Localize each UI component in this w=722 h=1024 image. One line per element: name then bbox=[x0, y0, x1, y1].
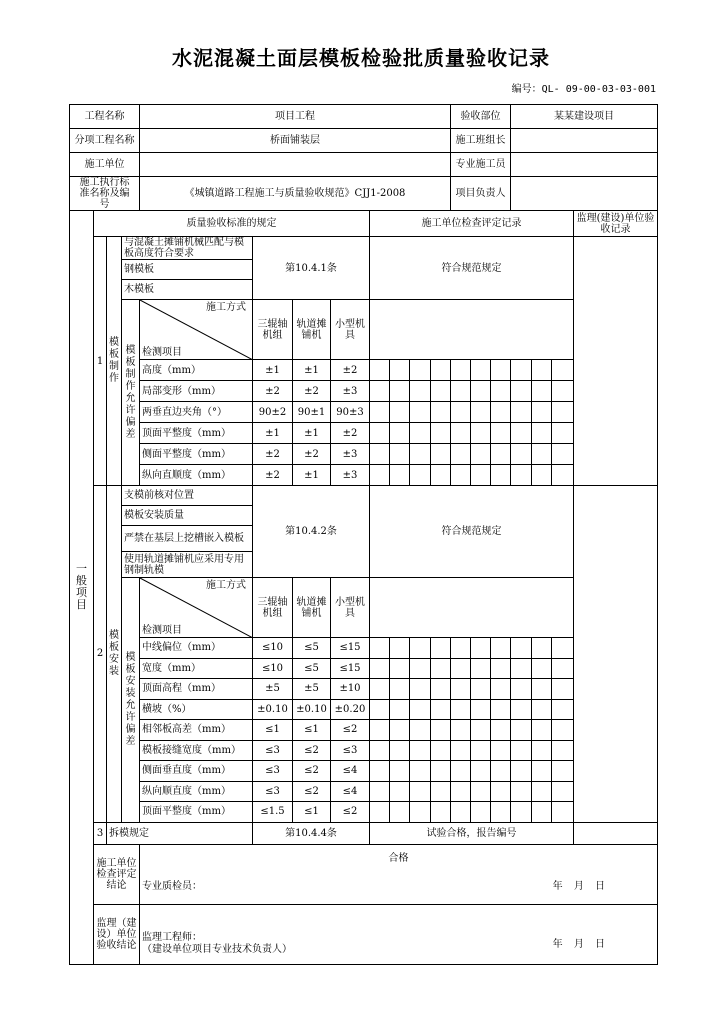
s2-check-cell bbox=[511, 802, 532, 823]
s1-check-cell bbox=[532, 381, 552, 402]
s1-check-cell bbox=[511, 402, 532, 423]
s1-check-cell bbox=[511, 423, 532, 444]
s1-check-cell bbox=[532, 423, 552, 444]
spec-header: 质量验收标准的规定 bbox=[94, 211, 370, 237]
s2-check-cell bbox=[451, 761, 471, 782]
s2-diagonal-header-cell bbox=[140, 578, 253, 638]
s1-check-cell bbox=[410, 381, 431, 402]
s1-check-cell bbox=[511, 444, 532, 465]
s1-check-cell bbox=[532, 402, 552, 423]
s1-check-cell bbox=[471, 465, 491, 486]
s1-check-cell bbox=[491, 402, 511, 423]
s2-check-cell bbox=[491, 638, 511, 659]
s1-number: 1 bbox=[94, 237, 107, 486]
s2-check-cell bbox=[552, 781, 574, 802]
project-name-label: 工程名称 bbox=[70, 105, 140, 129]
s1-check-cell bbox=[410, 423, 431, 444]
contractor-label: 施工单位 bbox=[70, 153, 140, 177]
supervisor-conclusion-cell bbox=[140, 904, 658, 964]
s2-check-cell bbox=[511, 740, 532, 761]
acceptance-part-label: 验收部位 bbox=[451, 105, 511, 129]
project-name-value: 项目工程 bbox=[140, 105, 451, 129]
s1-check-cell bbox=[390, 465, 410, 486]
s2-check-cell bbox=[491, 781, 511, 802]
s1-check-cell bbox=[370, 402, 390, 423]
s1-tolerance-value: ±2 bbox=[253, 444, 293, 465]
s2-check-cell bbox=[390, 699, 410, 720]
s2-tolerance-value: ±5 bbox=[293, 679, 331, 700]
s2-check-cell bbox=[552, 802, 574, 823]
s2-check-cell bbox=[552, 761, 574, 782]
acceptance-part-value: 某某建设项目 bbox=[511, 105, 658, 129]
s3-result: 试验合格，报告编号 bbox=[370, 822, 574, 844]
s1-check-cell bbox=[451, 465, 471, 486]
s2-tolerance-value: ±10 bbox=[331, 679, 370, 700]
s2-tolerance-value: ≤2 bbox=[331, 802, 370, 823]
s2-check-cell bbox=[471, 658, 491, 679]
s1-check-cell bbox=[471, 360, 491, 381]
manager-value bbox=[511, 177, 658, 211]
s2-check-cell bbox=[511, 699, 532, 720]
s1-tolerance-item: 高度（mm） bbox=[140, 360, 253, 381]
s2-check-cell bbox=[370, 761, 390, 782]
s2-sub-label: 模板安装允许偏差 bbox=[122, 578, 140, 823]
s2-tolerance-value: ≤2 bbox=[293, 761, 331, 782]
s1-tolerance-value: ±1 bbox=[293, 423, 331, 444]
s2-check-cell bbox=[532, 802, 552, 823]
s2-check-cell bbox=[471, 761, 491, 782]
s1-sub-label: 模板制作允许偏差 bbox=[122, 300, 140, 486]
supervisor-date: 年 月 日 bbox=[552, 938, 609, 950]
s1-check-cell bbox=[491, 360, 511, 381]
s1-check-cell bbox=[552, 402, 574, 423]
s2-tolerance-value: ±0.10 bbox=[253, 699, 293, 720]
s2-check-cell bbox=[410, 679, 431, 700]
s2-check-cell bbox=[511, 761, 532, 782]
s2-check-cell bbox=[370, 679, 390, 700]
s2-check-cell bbox=[532, 699, 552, 720]
check-header: 施工单位检查评定记录 bbox=[370, 211, 574, 237]
s2-check-cell bbox=[491, 699, 511, 720]
s1-check-cell bbox=[410, 402, 431, 423]
s2-tolerance-value: ≤1.5 bbox=[253, 802, 293, 823]
s1-tolerance-value: 90±2 bbox=[253, 402, 293, 423]
s2-check-cell bbox=[491, 802, 511, 823]
s1-check-cell bbox=[451, 444, 471, 465]
s2-check-cell bbox=[532, 720, 552, 741]
s2-check-cell bbox=[491, 761, 511, 782]
s1-check-cell bbox=[471, 444, 491, 465]
s1-check-cell bbox=[552, 381, 574, 402]
s2-check-cell bbox=[431, 761, 451, 782]
s2-check-cell bbox=[552, 740, 574, 761]
s2-check-cell bbox=[491, 740, 511, 761]
s1-main-item: 与混凝土摊铺机械匹配与模板高度符合要求 bbox=[122, 237, 253, 260]
s2-check-cell bbox=[451, 781, 471, 802]
contractor-conclusion-cell bbox=[140, 844, 658, 904]
s2-check-cell bbox=[511, 658, 532, 679]
s1-tolerance-value: ±2 bbox=[253, 465, 293, 486]
s2-main-item: 模板安装质量 bbox=[122, 506, 253, 526]
team-leader-value bbox=[511, 129, 658, 153]
s2-clause: 第10.4.2条 bbox=[253, 486, 370, 578]
s2-check-cell bbox=[552, 658, 574, 679]
s2-tolerance-item: 宽度（mm） bbox=[140, 658, 253, 679]
supervision-header: 监理(建设)单位验收记录 bbox=[574, 211, 658, 237]
s2-check-cell bbox=[390, 802, 410, 823]
inspector-label: 专业质检员： bbox=[142, 880, 202, 892]
s1-check-cell bbox=[431, 381, 451, 402]
s2-check-cell bbox=[451, 699, 471, 720]
s2-tolerance-item: 顶面平整度（mm） bbox=[140, 802, 253, 823]
s2-tolerance-value: ≤3 bbox=[253, 781, 293, 802]
s2-tolerance-value: ≤10 bbox=[253, 658, 293, 679]
s1-check-cell bbox=[390, 402, 410, 423]
s2-tolerance-value: ±0.20 bbox=[331, 699, 370, 720]
s1-check-cell bbox=[471, 423, 491, 444]
s2-supervision-cell bbox=[574, 486, 658, 823]
s1-tolerance-value: 90±3 bbox=[331, 402, 370, 423]
s1-check-cell bbox=[370, 444, 390, 465]
team-leader-label: 施工班组长 bbox=[451, 129, 511, 153]
method-header: 小型机具 bbox=[331, 300, 370, 360]
s2-check-cell bbox=[552, 679, 574, 700]
supervisor-conclusion-label: 监理（建设）单位验收结论 bbox=[94, 904, 140, 964]
s3-clause: 第10.4.4条 bbox=[253, 822, 370, 844]
s1-tolerance-value: ±2 bbox=[293, 444, 331, 465]
s1-check-cell bbox=[431, 402, 451, 423]
s2-check-cell bbox=[390, 781, 410, 802]
s2-check-cell bbox=[410, 781, 431, 802]
acceptance-form-table bbox=[69, 104, 658, 965]
s1-check-cell bbox=[471, 381, 491, 402]
s2-check-cell bbox=[370, 699, 390, 720]
s2-check-cell bbox=[471, 699, 491, 720]
s2-tolerance-value: ≤1 bbox=[253, 720, 293, 741]
s2-tolerance-value: ≤2 bbox=[293, 740, 331, 761]
s2-check-cell bbox=[511, 638, 532, 659]
form-title: 水泥混凝土面层模板检验批质量验收记录 bbox=[172, 46, 550, 70]
s2-check-cell bbox=[532, 761, 552, 782]
s2-check-cell bbox=[410, 761, 431, 782]
s2-check-cell bbox=[552, 720, 574, 741]
subproject-label: 分项工程名称 bbox=[70, 129, 140, 153]
s1-check-cell bbox=[471, 402, 491, 423]
s1-check-cell bbox=[451, 381, 471, 402]
s1-tolerance-item: 两垂直边夹角（°） bbox=[140, 402, 253, 423]
s1-check-cell bbox=[511, 360, 532, 381]
s3-number: 3 bbox=[94, 822, 107, 844]
s1-check-cell bbox=[552, 465, 574, 486]
s1-tolerance-value: ±1 bbox=[253, 360, 293, 381]
s2-tolerance-value: ≤1 bbox=[293, 802, 331, 823]
s1-check-cell bbox=[370, 423, 390, 444]
s1-check-cell bbox=[552, 360, 574, 381]
s2-tolerance-value: ≤5 bbox=[293, 658, 331, 679]
s1-tolerance-value: ±3 bbox=[331, 465, 370, 486]
s2-tolerance-value: ≤4 bbox=[331, 781, 370, 802]
s1-check-cell bbox=[552, 444, 574, 465]
contractor-date: 年 月 日 bbox=[552, 880, 609, 892]
method-header: 三辊轴机组 bbox=[253, 578, 293, 638]
s2-check-cell bbox=[410, 699, 431, 720]
supervisor-engineer-label: 监理工程师： bbox=[142, 931, 202, 943]
s2-tolerance-item: 横坡（%） bbox=[140, 699, 253, 720]
standard-label: 施工执行标准名称及编号 bbox=[70, 177, 140, 211]
s1-check-cell bbox=[451, 402, 471, 423]
s1-check-cell bbox=[532, 444, 552, 465]
contractor-value bbox=[140, 153, 451, 177]
s2-check-cell bbox=[451, 658, 471, 679]
s2-tolerance-item: 侧面垂直度（mm） bbox=[140, 761, 253, 782]
s2-check-cell bbox=[471, 740, 491, 761]
s2-check-cell bbox=[451, 802, 471, 823]
s1-check-cell bbox=[431, 444, 451, 465]
method-header: 小型机具 bbox=[331, 578, 370, 638]
s2-number: 2 bbox=[94, 486, 107, 823]
s2-tolerance-value: ≤2 bbox=[293, 781, 331, 802]
s1-tolerance-value: ±3 bbox=[331, 444, 370, 465]
s2-tolerance-value: ≤4 bbox=[331, 761, 370, 782]
s1-tolerance-value: ±3 bbox=[331, 381, 370, 402]
manager-label: 项目负责人 bbox=[451, 177, 511, 211]
s1-tolerance-value: ±1 bbox=[253, 423, 293, 444]
s2-result: 符合规范规定 bbox=[370, 486, 574, 578]
s1-check-cell bbox=[390, 360, 410, 381]
s1-check-cell bbox=[431, 360, 451, 381]
s1-main-item: 木模板 bbox=[122, 280, 253, 300]
s2-check-cell bbox=[511, 679, 532, 700]
s1-tolerance-item: 侧面平整度（mm） bbox=[140, 444, 253, 465]
s2-check-cell bbox=[511, 781, 532, 802]
s1-tolerance-value: ±1 bbox=[293, 360, 331, 381]
s2-check-cell bbox=[410, 740, 431, 761]
diag-item-label: 检测项目 bbox=[142, 347, 182, 358]
s2-check-cell bbox=[431, 679, 451, 700]
s2-check-cell bbox=[511, 720, 532, 741]
s2-check-cell bbox=[471, 781, 491, 802]
s1-check-cell bbox=[491, 465, 511, 486]
s2-check-cell bbox=[471, 679, 491, 700]
s1-check-cell bbox=[410, 465, 431, 486]
s1-check-cell bbox=[390, 444, 410, 465]
s1-tolerance-item: 顶面平整度（mm） bbox=[140, 423, 253, 444]
s2-check-cell bbox=[370, 740, 390, 761]
s2-main-item: 支模前核对位置 bbox=[122, 486, 253, 506]
s1-check-cell bbox=[491, 423, 511, 444]
s1-check-cell bbox=[370, 360, 390, 381]
s2-tolerance-value: ≤10 bbox=[253, 638, 293, 659]
s2-check-cell bbox=[370, 802, 390, 823]
s1-check-cell bbox=[552, 423, 574, 444]
category-general-items: 一般项目 bbox=[70, 211, 94, 965]
conclusion-text: 合格 bbox=[388, 852, 409, 864]
s2-check-cell bbox=[451, 740, 471, 761]
s1-main-item: 钢模板 bbox=[122, 260, 253, 280]
s2-check-cell bbox=[390, 761, 410, 782]
s1-check-cell bbox=[410, 360, 431, 381]
s1-check-cell bbox=[511, 465, 532, 486]
s1-check-cell bbox=[390, 423, 410, 444]
s2-check-cell bbox=[390, 638, 410, 659]
s1-check-cell bbox=[410, 444, 431, 465]
s2-check-cell bbox=[471, 638, 491, 659]
s3-name: 拆模规定 bbox=[107, 822, 253, 844]
s2-check-cell bbox=[410, 658, 431, 679]
s2-check-cell bbox=[451, 720, 471, 741]
s2-tolerance-value: ±0.10 bbox=[293, 699, 331, 720]
s1-check-cell bbox=[532, 465, 552, 486]
s1-clause: 第10.4.1条 bbox=[253, 237, 370, 300]
s2-check-cell bbox=[370, 720, 390, 741]
s1-check-cell bbox=[370, 381, 390, 402]
s1-tolerance-value: ±2 bbox=[253, 381, 293, 402]
s2-check-cell bbox=[431, 740, 451, 761]
s2-tolerance-value: ≤15 bbox=[331, 658, 370, 679]
standard-value: 《城镇道路工程施工与质量验收规范》CJJ1-2008 bbox=[140, 177, 451, 211]
s2-check-cell bbox=[370, 638, 390, 659]
s2-tolerance-item: 相邻板高差（mm） bbox=[140, 720, 253, 741]
s2-check-cell bbox=[431, 638, 451, 659]
subproject-value: 桥面铺装层 bbox=[140, 129, 451, 153]
s2-main-item: 使用轨道摊铺机应采用专用钢制轨模 bbox=[122, 552, 253, 578]
s1-check-cell bbox=[431, 465, 451, 486]
s1-tolerance-item: 局部变形（mm） bbox=[140, 381, 253, 402]
s1-check-cell bbox=[491, 381, 511, 402]
s2-tolerance-item: 中线偏位（mm） bbox=[140, 638, 253, 659]
s2-check-cell bbox=[451, 638, 471, 659]
diag-method-label: 施工方式 bbox=[206, 302, 246, 313]
s1-tolerance-value: 90±1 bbox=[293, 402, 331, 423]
s1-tolerance-value: ±2 bbox=[331, 423, 370, 444]
s2-check-cell bbox=[491, 720, 511, 741]
s2-check-cell bbox=[390, 740, 410, 761]
s2-tolerance-value: ≤2 bbox=[331, 720, 370, 741]
s2-check-cell bbox=[471, 802, 491, 823]
s2-check-cell bbox=[431, 802, 451, 823]
contractor-conclusion-label: 施工单位检查评定结论 bbox=[94, 844, 140, 904]
s2-tolerance-item: 纵向顺直度（mm） bbox=[140, 781, 253, 802]
method-header: 三辊轴机组 bbox=[253, 300, 293, 360]
s2-check-cell bbox=[370, 658, 390, 679]
s1-check-cell bbox=[370, 465, 390, 486]
s2-check-cell bbox=[532, 781, 552, 802]
s1-tolerance-value: ±2 bbox=[293, 381, 331, 402]
s2-check-cell bbox=[431, 699, 451, 720]
s2-name: 模板安装 bbox=[107, 486, 122, 823]
method-header: 轨道摊铺机 bbox=[293, 300, 331, 360]
s1-name: 模板制作 bbox=[107, 237, 122, 486]
s2-tolerance-value: ≤5 bbox=[293, 638, 331, 659]
s2-check-cell bbox=[491, 658, 511, 679]
s2-check-cell bbox=[451, 679, 471, 700]
s1-diagonal-header-cell bbox=[140, 300, 253, 360]
s2-check-cell bbox=[390, 658, 410, 679]
s1-check-cell bbox=[451, 360, 471, 381]
s1-check-cell bbox=[511, 381, 532, 402]
s1-tolerance-value: ±2 bbox=[331, 360, 370, 381]
worker-value bbox=[511, 153, 658, 177]
supervisor-note: （建设单位项目专业技术负责人） bbox=[142, 943, 292, 955]
s2-check-cell bbox=[410, 802, 431, 823]
s2-check-cell bbox=[532, 658, 552, 679]
s1-check-cell bbox=[451, 423, 471, 444]
s2-check-cell bbox=[491, 679, 511, 700]
s3-supervision-cell bbox=[574, 822, 658, 844]
s2-tolerance-value: ≤3 bbox=[253, 761, 293, 782]
s2-check-cell bbox=[390, 679, 410, 700]
diag-item-label: 检测项目 bbox=[142, 625, 182, 636]
s2-diag-blank bbox=[370, 578, 574, 638]
s1-check-cell bbox=[390, 381, 410, 402]
s2-check-cell bbox=[532, 740, 552, 761]
diag-method-label: 施工方式 bbox=[206, 580, 246, 591]
s2-check-cell bbox=[390, 720, 410, 741]
s2-check-cell bbox=[410, 720, 431, 741]
s1-check-cell bbox=[431, 423, 451, 444]
s2-check-cell bbox=[431, 781, 451, 802]
s1-tolerance-value: ±1 bbox=[293, 465, 331, 486]
s1-check-cell bbox=[491, 444, 511, 465]
s2-check-cell bbox=[552, 638, 574, 659]
method-header: 轨道摊铺机 bbox=[293, 578, 331, 638]
s2-check-cell bbox=[532, 679, 552, 700]
document-number: 编号：QL- 09-00-03-03-001 bbox=[511, 84, 656, 95]
s2-tolerance-value: ≤3 bbox=[253, 740, 293, 761]
s1-supervision-cell bbox=[574, 237, 658, 486]
s2-check-cell bbox=[370, 781, 390, 802]
worker-label: 专业施工员 bbox=[451, 153, 511, 177]
s1-check-cell bbox=[532, 360, 552, 381]
s2-tolerance-value: ≤15 bbox=[331, 638, 370, 659]
s2-check-cell bbox=[431, 720, 451, 741]
s2-tolerance-value: ±5 bbox=[253, 679, 293, 700]
s2-check-cell bbox=[532, 638, 552, 659]
s1-tolerance-item: 纵向直顺度（mm） bbox=[140, 465, 253, 486]
s2-main-item: 严禁在基层上挖槽嵌入模板 bbox=[122, 526, 253, 552]
s2-check-cell bbox=[552, 699, 574, 720]
s2-check-cell bbox=[471, 720, 491, 741]
s2-check-cell bbox=[431, 658, 451, 679]
s2-tolerance-item: 模板接缝宽度（mm） bbox=[140, 740, 253, 761]
s2-tolerance-value: ≤3 bbox=[331, 740, 370, 761]
s1-diag-blank bbox=[370, 300, 574, 360]
s2-tolerance-item: 顶面高程（mm） bbox=[140, 679, 253, 700]
s2-check-cell bbox=[410, 638, 431, 659]
s2-tolerance-value: ≤1 bbox=[293, 720, 331, 741]
s1-result: 符合规范规定 bbox=[370, 237, 574, 300]
